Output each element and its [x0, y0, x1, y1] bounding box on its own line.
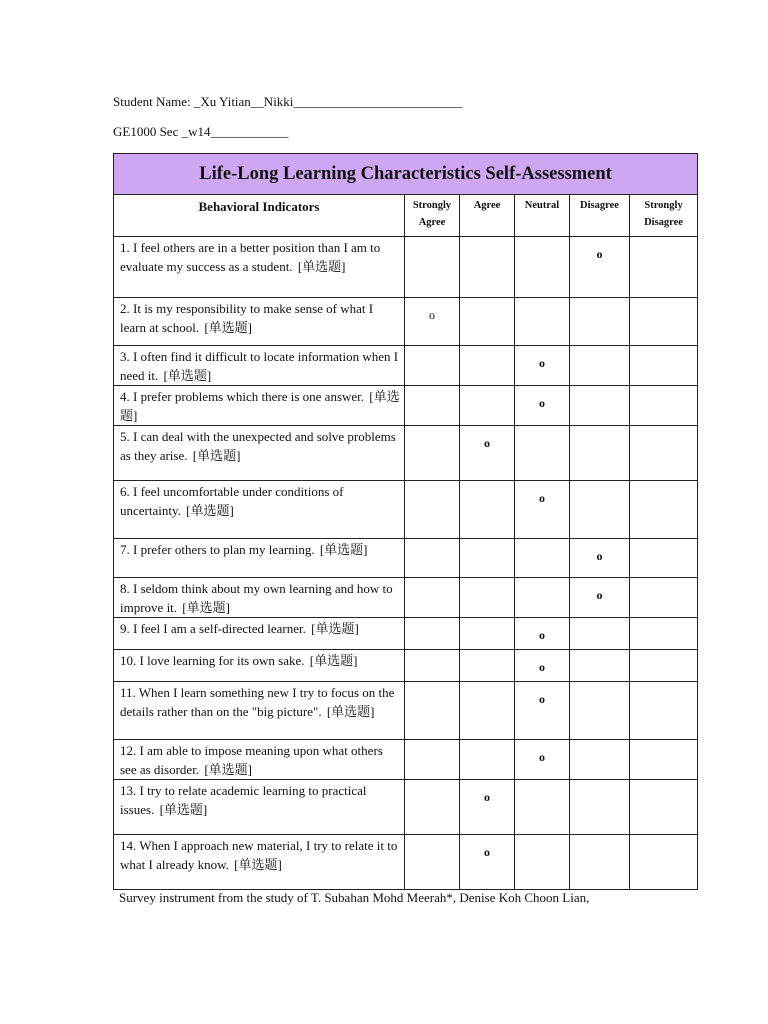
indicator-text: 3. I often find it difficult to locate information when I need it.	[120, 349, 399, 383]
table-row	[114, 386, 698, 426]
response-cell-strongly-agree[interactable]	[405, 386, 460, 426]
behavioral-indicator	[114, 298, 405, 346]
response-cell-neutral[interactable]	[515, 539, 570, 578]
selected-mark: o	[484, 790, 490, 804]
selected-mark: o	[539, 396, 545, 410]
table-body	[114, 237, 698, 890]
response-cell-strongly-disagree[interactable]	[630, 426, 698, 481]
column-header-strongly-agree: Strongly Agree	[405, 195, 460, 237]
response-cell-disagree[interactable]	[570, 740, 630, 780]
response-cell-agree[interactable]	[460, 237, 515, 298]
response-cell-agree[interactable]	[460, 780, 515, 835]
response-cell-disagree[interactable]	[570, 650, 630, 682]
behavioral-indicator	[114, 539, 405, 578]
indicator-text: 5. I can deal with the unexpected and solve problems as they arise.	[120, 429, 396, 463]
response-cell-strongly-disagree[interactable]	[630, 386, 698, 426]
response-cell-strongly-disagree[interactable]	[630, 835, 698, 890]
response-cell-neutral[interactable]	[515, 618, 570, 650]
response-cell-neutral[interactable]	[515, 780, 570, 835]
response-cell-disagree[interactable]	[570, 298, 630, 346]
table-row	[114, 650, 698, 682]
indicator-text: 14. When I approach new material, I try to relate it to what I already know.	[120, 838, 398, 872]
response-cell-agree[interactable]	[460, 740, 515, 780]
response-cell-strongly-agree[interactable]	[405, 426, 460, 481]
selected-mark: o	[539, 660, 545, 674]
indicator-text: 1. I feel others are in a better position than I am to evaluate my success as a student.	[120, 240, 381, 274]
question-type-tag: [单选题]	[163, 368, 212, 383]
response-cell-agree[interactable]	[460, 835, 515, 890]
question-type-tag: [单选题]	[159, 802, 208, 817]
selected-mark: o	[539, 750, 545, 764]
response-cell-disagree[interactable]	[570, 346, 630, 386]
response-cell-neutral[interactable]	[515, 386, 570, 426]
selected-mark: o	[596, 247, 603, 261]
selected-mark: o	[539, 356, 545, 370]
response-cell-neutral[interactable]	[515, 481, 570, 539]
indicator-text: 12. I am able to impose meaning upon what others see as disorder.	[120, 743, 383, 777]
response-cell-neutral[interactable]	[515, 578, 570, 618]
table-row	[114, 426, 698, 481]
indicator-text: 8. I seldom think about my own learning and how to improve it.	[120, 581, 393, 615]
selected-mark: o	[484, 436, 490, 450]
response-cell-disagree[interactable]	[570, 682, 630, 740]
response-cell-agree[interactable]	[460, 298, 515, 346]
survey-source-note: Survey instrument from the study of T. Subahan Mohd Meerah*, Denise Koh Choon Lian,	[119, 890, 590, 905]
response-cell-neutral[interactable]	[515, 740, 570, 780]
response-cell-neutral[interactable]	[515, 835, 570, 890]
behavioral-indicator	[114, 481, 405, 539]
behavioral-indicator	[114, 578, 405, 618]
indicator-text: 13. I try to relate academic learning to practical issues.	[120, 783, 367, 817]
response-cell-strongly-disagree[interactable]	[630, 578, 698, 618]
response-cell-strongly-agree[interactable]	[405, 740, 460, 780]
response-cell-agree[interactable]	[460, 539, 515, 578]
indicator-text: 2. It is my responsibility to make sense of what I learn at school.	[120, 301, 374, 335]
table-row	[114, 618, 698, 650]
selected-mark: o	[539, 692, 545, 706]
response-cell-agree[interactable]	[460, 481, 515, 539]
response-cell-disagree[interactable]	[570, 237, 630, 298]
response-cell-disagree[interactable]	[570, 780, 630, 835]
behavioral-indicator	[114, 386, 405, 426]
response-cell-strongly-agree[interactable]	[405, 539, 460, 578]
question-type-tag: [单选题]	[234, 857, 282, 872]
table-row	[114, 682, 698, 740]
question-type-tag: [单选题]	[120, 389, 400, 423]
response-cell-strongly-disagree[interactable]	[630, 539, 698, 578]
behavioral-indicator	[114, 426, 405, 481]
response-cell-strongly-disagree[interactable]	[630, 346, 698, 386]
response-cell-disagree[interactable]	[570, 481, 630, 539]
table-row	[114, 298, 698, 346]
column-header-agree: Agree	[460, 195, 515, 237]
question-type-tag: [单选题]	[192, 448, 241, 463]
selected-mark: o	[484, 845, 490, 859]
column-header-indicators: Behavioral Indicators	[114, 195, 405, 237]
response-cell-strongly-disagree[interactable]	[630, 740, 698, 780]
table-row	[114, 578, 698, 618]
question-type-tag: [单选题]	[204, 762, 252, 777]
response-cell-strongly-disagree[interactable]	[630, 618, 698, 650]
selected-mark: o	[596, 588, 603, 602]
response-cell-strongly-agree[interactable]	[405, 237, 460, 298]
question-type-tag: [单选题]	[204, 320, 252, 335]
student-name-line: Student Name: _Xu Yitian__Nikki__________________________	[113, 94, 463, 109]
response-cell-agree[interactable]	[460, 346, 515, 386]
response-cell-neutral[interactable]	[515, 650, 570, 682]
response-cell-strongly-agree[interactable]	[405, 298, 460, 346]
response-cell-strongly-agree[interactable]	[405, 650, 460, 682]
response-cell-agree[interactable]	[460, 426, 515, 481]
response-cell-strongly-disagree[interactable]	[630, 481, 698, 539]
question-type-tag: [单选题]	[297, 259, 346, 274]
response-cell-disagree[interactable]	[570, 618, 630, 650]
response-cell-neutral[interactable]	[515, 682, 570, 740]
response-cell-strongly-agree[interactable]	[405, 578, 460, 618]
table-row	[114, 740, 698, 780]
behavioral-indicator	[114, 835, 405, 890]
response-cell-strongly-agree[interactable]	[405, 780, 460, 835]
table-row	[114, 780, 698, 835]
indicator-text: 9. I feel I am a self-directed learner.	[120, 621, 306, 636]
response-cell-strongly-disagree[interactable]	[630, 650, 698, 682]
behavioral-indicator	[114, 650, 405, 682]
response-cell-strongly-agree[interactable]	[405, 835, 460, 890]
table-row	[114, 481, 698, 539]
response-cell-disagree[interactable]	[570, 578, 630, 618]
table-row	[114, 539, 698, 578]
response-cell-agree[interactable]	[460, 578, 515, 618]
indicator-text: 4. I prefer problems which there is one answer.	[120, 389, 365, 404]
indicator-text: 6. I feel uncomfortable under conditions of uncertainty.	[120, 484, 344, 518]
response-cell-disagree[interactable]	[570, 386, 630, 426]
column-header-disagree: Disagree	[570, 195, 630, 237]
response-cell-strongly-agree[interactable]	[405, 481, 460, 539]
response-cell-agree[interactable]	[460, 682, 515, 740]
question-type-tag: [单选题]	[326, 704, 375, 719]
question-type-tag: [单选题]	[319, 542, 368, 557]
response-cell-strongly-disagree[interactable]	[630, 780, 698, 835]
response-cell-strongly-disagree[interactable]	[630, 298, 698, 346]
course-section-line: GE1000 Sec _w14____________	[113, 124, 289, 139]
table-title: Life-Long Learning Characteristics Self-Assessment	[114, 154, 698, 195]
selected-mark: o	[429, 308, 435, 322]
selected-mark: o	[539, 491, 545, 505]
self-assessment-table	[113, 153, 698, 890]
response-cell-disagree[interactable]	[570, 835, 630, 890]
indicator-text: 10. I love learning for its own sake.	[120, 653, 305, 668]
behavioral-indicator	[114, 237, 405, 298]
response-cell-strongly-agree[interactable]	[405, 618, 460, 650]
column-header-strongly-disagree: Strongly Disagree	[630, 195, 698, 237]
behavioral-indicator	[114, 780, 405, 835]
question-type-tag: [单选题]	[182, 600, 230, 615]
response-cell-strongly-disagree[interactable]	[630, 682, 698, 740]
response-cell-agree[interactable]	[460, 650, 515, 682]
table-row	[114, 237, 698, 298]
behavioral-indicator	[114, 346, 405, 386]
response-cell-strongly-disagree[interactable]	[630, 237, 698, 298]
response-cell-neutral[interactable]	[515, 426, 570, 481]
response-cell-disagree[interactable]	[570, 426, 630, 481]
indicator-text: 7. I prefer others to plan my learning.	[120, 542, 315, 557]
response-cell-strongly-agree[interactable]	[405, 682, 460, 740]
behavioral-indicator	[114, 618, 405, 650]
question-type-tag: [单选题]	[186, 503, 234, 518]
selected-mark: o	[539, 628, 545, 642]
response-cell-neutral[interactable]	[515, 346, 570, 386]
indicator-text: 11. When I learn something new I try to focus on the details rather than on the "big picture".	[120, 685, 395, 719]
response-cell-neutral[interactable]	[515, 298, 570, 346]
table-row	[114, 346, 698, 386]
table-row	[114, 835, 698, 890]
behavioral-indicator	[114, 740, 405, 780]
response-cell-strongly-agree[interactable]	[405, 346, 460, 386]
response-cell-agree[interactable]	[460, 618, 515, 650]
behavioral-indicator	[114, 682, 405, 740]
question-type-tag: [单选题]	[311, 621, 359, 636]
selected-mark: o	[596, 549, 603, 563]
response-cell-agree[interactable]	[460, 386, 515, 426]
response-cell-neutral[interactable]	[515, 237, 570, 298]
response-cell-disagree[interactable]	[570, 539, 630, 578]
question-type-tag: [单选题]	[309, 653, 358, 668]
column-header-neutral: Neutral	[515, 195, 570, 237]
